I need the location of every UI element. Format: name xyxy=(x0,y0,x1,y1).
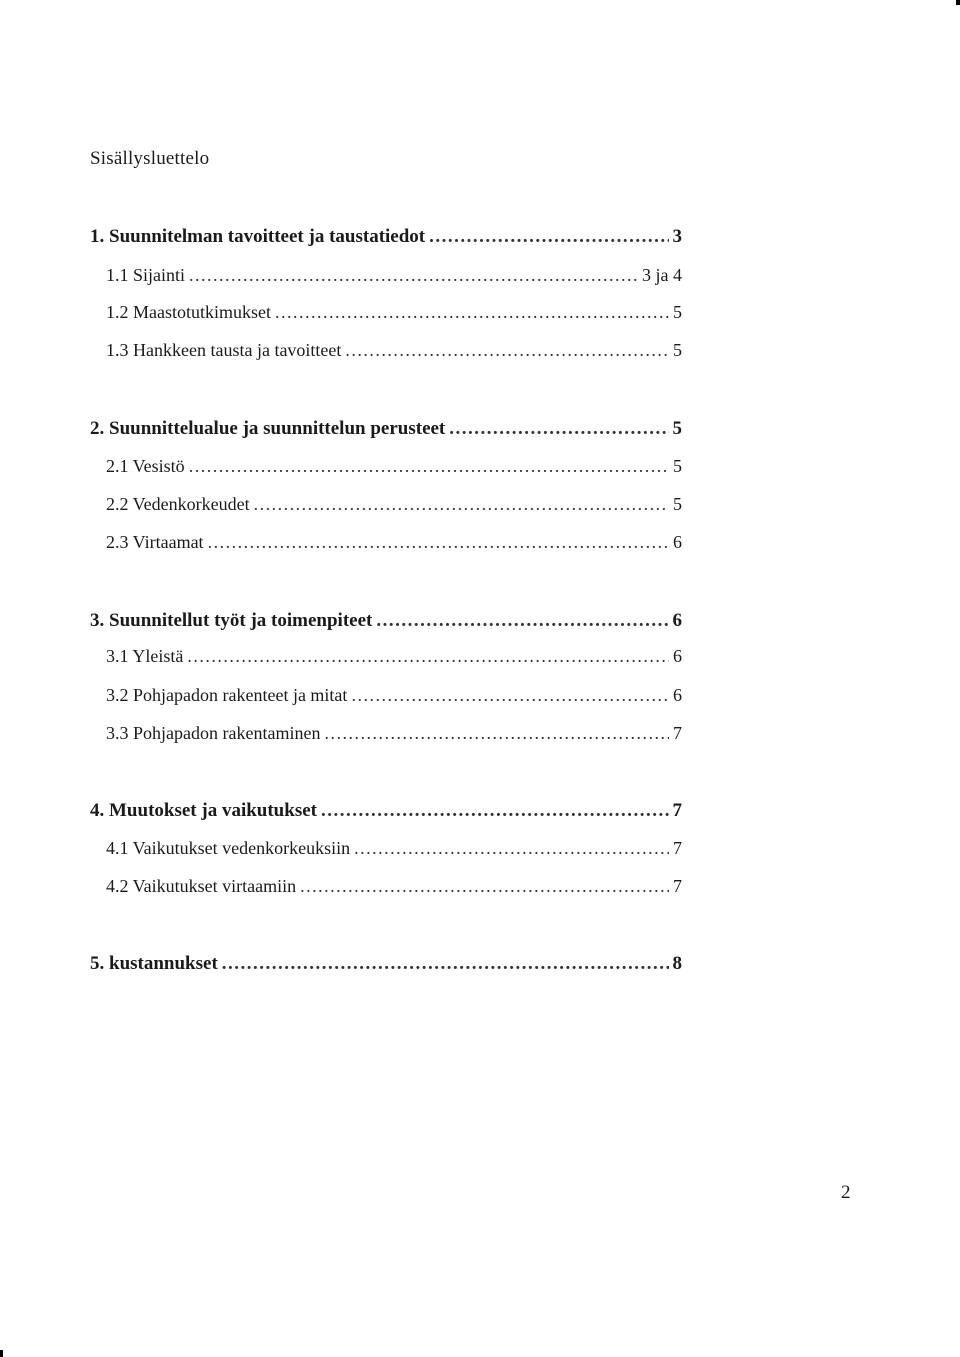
toc-entry-label: 2. Suunnittelualue ja suunnittelun perusteet xyxy=(90,418,446,439)
toc-entry-label: 1.2 Maastotutkimukset xyxy=(106,302,271,322)
toc-entry-label: 1. Suunnitelman tavoitteet ja taustatiedot xyxy=(90,226,426,247)
toc-entry-label: 1.3 Hankkeen tausta ja tavoitteet xyxy=(106,340,342,360)
dot-leader xyxy=(254,494,669,515)
dot-leader xyxy=(321,800,669,822)
toc-entry-3[interactable] xyxy=(90,610,682,638)
toc-entry-4[interactable] xyxy=(90,800,682,828)
scan-artifact-mark xyxy=(0,1350,3,1357)
toc-entry-1-2[interactable] xyxy=(106,302,682,330)
toc-entry-page: 5 xyxy=(673,494,682,514)
toc-entry-page: 5 xyxy=(673,302,682,322)
toc-entry-page: 6 xyxy=(672,610,682,631)
toc-entry-page: 5 xyxy=(672,418,682,439)
toc-entry-3-1[interactable] xyxy=(106,646,682,674)
toc-entry-label: 4. Muutokset ja vaikutukset xyxy=(90,800,317,821)
toc-entry-4-1[interactable] xyxy=(106,838,682,866)
toc-entry-2-3[interactable] xyxy=(106,532,682,560)
dot-leader xyxy=(189,456,669,477)
toc-entry-5[interactable] xyxy=(90,953,682,981)
toc-entry-3-2[interactable] xyxy=(106,685,682,713)
toc-entry-label: 3.2 Pohjapadon rakenteet ja mitat xyxy=(106,685,348,705)
toc-entry-page: 3 ja 4 xyxy=(642,265,682,285)
toc-entry-label: 3.3 Pohjapadon rakentaminen xyxy=(106,723,321,743)
toc-entry-1-3[interactable] xyxy=(106,340,682,368)
scan-artifact-mark xyxy=(956,0,960,5)
toc-entry-page: 5 xyxy=(673,340,682,360)
toc-entry-label: 2.1 Vesistö xyxy=(106,456,185,476)
toc-entry-1[interactable] xyxy=(90,226,682,254)
toc-entry-page: 8 xyxy=(672,953,682,974)
toc-entry-page: 6 xyxy=(673,685,682,705)
dot-leader xyxy=(354,838,669,859)
dot-leader xyxy=(222,953,669,975)
toc-entry-page: 7 xyxy=(672,800,682,821)
dot-leader xyxy=(449,418,668,440)
dot-leader xyxy=(351,685,669,706)
toc-entry-2[interactable] xyxy=(90,418,682,446)
dot-leader xyxy=(208,532,669,553)
toc-entry-page: 7 xyxy=(673,838,682,858)
toc-entry-label: 4.2 Vaikutukset virtaamiin xyxy=(106,876,297,896)
toc-entry-label: 2.2 Vedenkorkeudet xyxy=(106,494,250,514)
dot-leader xyxy=(345,340,669,361)
dot-leader xyxy=(324,723,669,744)
toc-entry-1-1[interactable] xyxy=(106,265,682,293)
toc-entry-page: 7 xyxy=(673,723,682,743)
toc-entry-page: 5 xyxy=(673,456,682,476)
toc-entry-3-3[interactable] xyxy=(106,723,682,751)
page-title: Sisällysluettelo xyxy=(90,148,210,169)
toc-entry-page: 3 xyxy=(672,226,682,247)
toc-entry-page: 6 xyxy=(673,646,682,666)
toc-entry-label: 3.1 Yleistä xyxy=(106,646,184,666)
dot-leader xyxy=(376,610,668,632)
toc-entry-label: 1.1 Sijainti xyxy=(106,265,186,285)
toc-entry-label: 5. kustannukset xyxy=(90,953,218,974)
dot-leader xyxy=(189,265,638,286)
page-number: 2 xyxy=(841,1182,851,1203)
toc-entry-2-2[interactable] xyxy=(106,494,682,522)
toc-entry-label: 4.1 Vaikutukset vedenkorkeuksiin xyxy=(106,838,351,858)
dot-leader xyxy=(275,302,669,323)
dot-leader xyxy=(429,226,668,248)
dot-leader xyxy=(187,646,669,667)
toc-entry-page: 7 xyxy=(673,876,682,896)
toc-entry-2-1[interactable] xyxy=(106,456,682,484)
toc-entry-4-2[interactable] xyxy=(106,876,682,904)
toc-entry-label: 2.3 Virtaamat xyxy=(106,532,204,552)
toc-entry-label: 3. Suunnitellut työt ja toimenpiteet xyxy=(90,610,373,631)
dot-leader xyxy=(300,876,669,897)
toc-entry-page: 6 xyxy=(673,532,682,552)
